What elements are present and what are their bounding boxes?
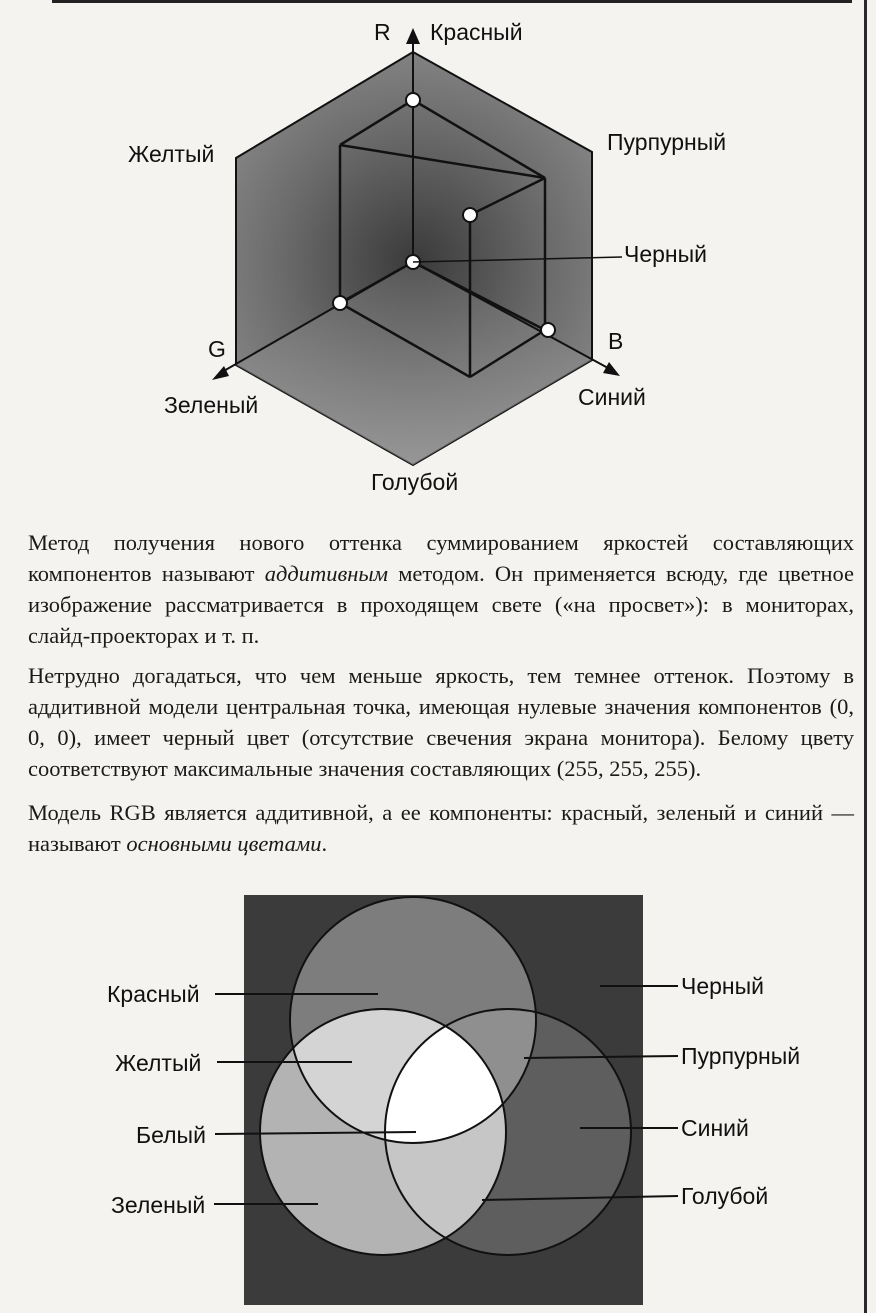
- label-red: Красный: [430, 19, 523, 45]
- paragraph-additive-method: [28, 527, 854, 651]
- label-yellow: Желтый: [128, 141, 215, 167]
- paragraph-brightness: Нетрудно догадаться, что чем меньше яркость, тем темнее оттенок. Поэтому в аддитивной модели центральная точка, имеющая нулевые значения компонентов (0, 0, 0), имеет черный цвет (отсутствие свечения экрана монитора). Белому цвету соответствуют максимальные значения составляющих (255, 255, 255).: [28, 663, 854, 781]
- label-blue: Синий: [578, 384, 646, 410]
- rgb-cube-diagram: [0, 0, 876, 510]
- vertex-magenta: [463, 208, 477, 222]
- p3-term: основными цветами: [126, 831, 322, 856]
- label-black: Черный: [624, 241, 707, 267]
- paragraph-rgb-model: [28, 797, 854, 859]
- vertex-green: [333, 296, 347, 310]
- venn-label-white: Белый: [136, 1122, 206, 1148]
- label-green: Зеленый: [164, 392, 259, 418]
- p1-text-after: методом. Он применяется всюду, где цветное изображение рассматривается в проходящем свете («на просвет»): в мониторах, слайд-проекторах и т. п.: [28, 561, 854, 648]
- g-axis-arrow: [212, 366, 229, 380]
- p1-term: аддитивным: [264, 561, 388, 586]
- vertex-red: [406, 93, 420, 107]
- rgb-venn-diagram: [0, 880, 876, 1313]
- venn-label-yellow: Желтый: [115, 1050, 202, 1076]
- venn-label-cyan: Голубой: [681, 1183, 769, 1209]
- vertex-blue: [541, 323, 555, 337]
- venn-label-black: Черный: [681, 973, 764, 999]
- label-r: R: [374, 19, 391, 45]
- venn-label-red: Красный: [107, 981, 200, 1007]
- label-g: G: [208, 336, 226, 362]
- venn-label-blue: Синий: [681, 1115, 749, 1141]
- b-axis-arrow: [603, 362, 620, 376]
- label-cyan: Голубой: [371, 469, 459, 495]
- p3-text-after: .: [321, 831, 328, 856]
- label-magenta: Пурпурный: [607, 129, 727, 155]
- p1-text-before: Метод получения нового оттенка суммированием яркостей составляющих компонентов называют: [28, 530, 854, 586]
- venn-label-green: Зеленый: [111, 1192, 206, 1218]
- r-axis-arrow: [406, 28, 420, 44]
- p3-text-before: Модель RGB является аддитивной, а ее компоненты: красный, зеленый и синий — называют: [28, 800, 854, 856]
- venn-label-magenta: Пурпурный: [681, 1043, 801, 1069]
- label-b: B: [608, 328, 624, 354]
